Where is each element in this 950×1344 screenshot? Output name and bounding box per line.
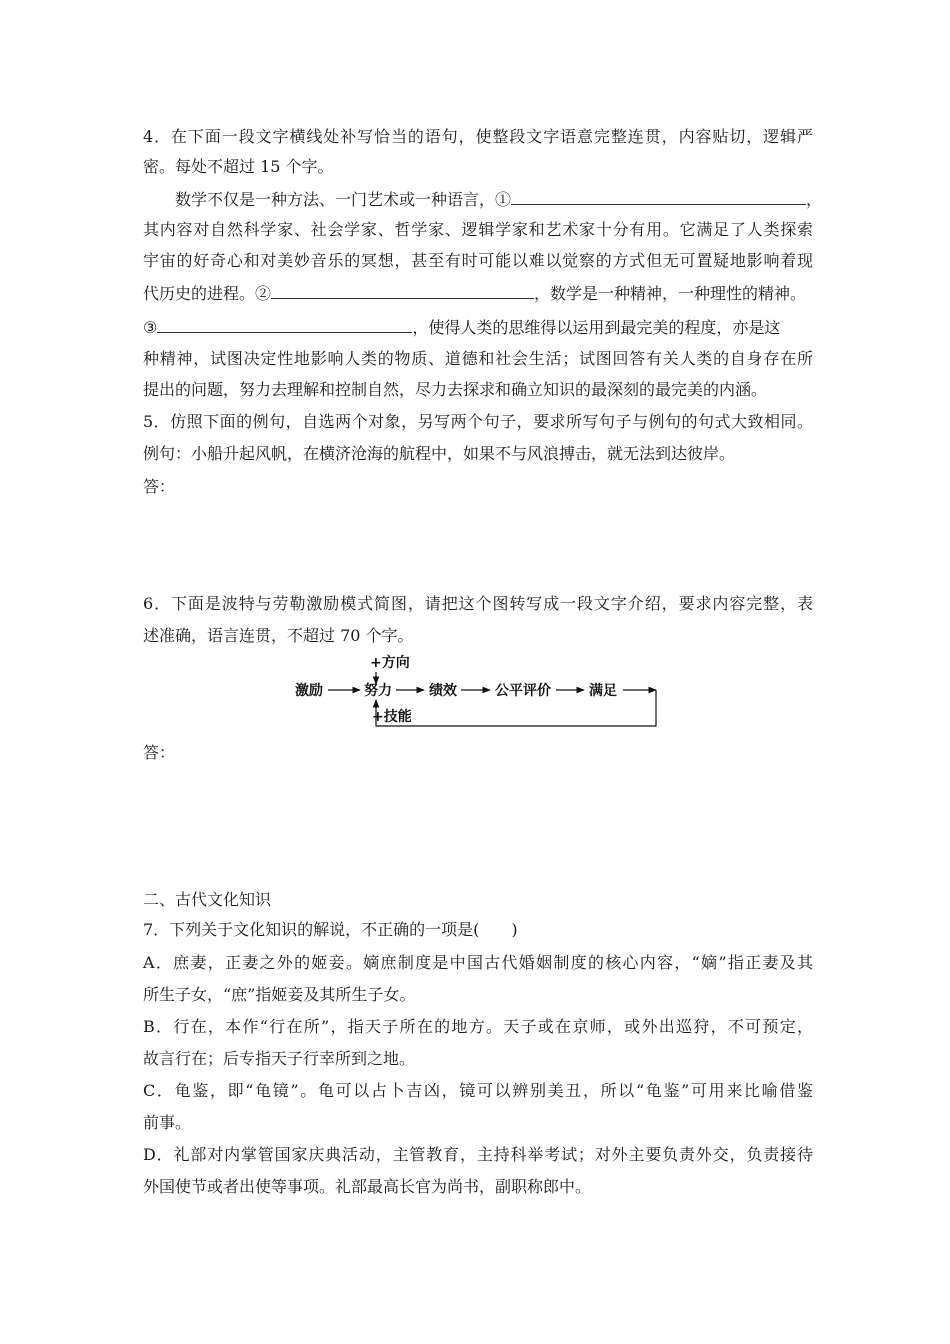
diagram-node-satisfaction: 满足: [589, 683, 617, 699]
q7-option-c-line-2: 前事。: [143, 1113, 192, 1132]
section-heading: 二、古代文化知识: [143, 890, 272, 909]
q4-passage-text: ，数学是一种精神，一种理性的精神。: [534, 284, 807, 303]
q7-option-a-line-2: 所生子女，“庶”指姬妾及其所生子女。: [143, 985, 416, 1004]
q4-passage-line-2: 其内容对自然科学家、社会学家、哲学家、逻辑学家和艺术家十分有用。它满足了人类探索: [143, 220, 813, 239]
diagram-node-fair-evaluation: 公平评价: [495, 683, 551, 699]
motivation-model-diagram: [290, 650, 670, 734]
answer-blank-1[interactable]: [511, 190, 806, 205]
diagram-label-direction: +方向: [370, 655, 410, 671]
q4-passage-line-5: [143, 317, 813, 339]
diagram-node-performance: 绩效: [429, 683, 457, 699]
q4-passage-line-3: 宇宙的好奇心和对美妙音乐的冥想，甚至有时可能以难以觉察的方式但无可置疑地影响着现: [143, 251, 813, 270]
q5-prompt-line-1: 5．仿照下面的例句，自选两个对象，另写两个句子，要求所写句子与例句的句式大致相同。: [143, 412, 813, 431]
q6-answer-label: 答：: [143, 743, 176, 762]
q4-passage-text: ，使得人类的思维得以运用到最完美的程度，亦是这: [412, 318, 781, 337]
q4-prompt-line-1: 4．在下面一段文字横线处补写恰当的语句，使整段文字语意完整连贯，内容贴切，逻辑严: [143, 127, 813, 146]
q7-option-d-line-1: D．礼部对内掌管国家庆典活动，主管教育，主持科举考试；对外主要负责外交，负责接待: [143, 1145, 813, 1164]
q4-passage-text: 代历史的进程。②: [143, 284, 272, 303]
q5-answer-label: 答：: [143, 477, 176, 496]
diagram-node-motivation: 激励: [295, 683, 323, 699]
q6-prompt-line-1: 6．下面是波特与劳勒激励模式简图，请把这个图转写成一段文字介绍，要求内容完整，表: [143, 594, 813, 613]
diagram-label-skill: +技能: [372, 709, 412, 725]
q7-prompt: 7．下列关于文化知识的解说，不正确的一项是( ): [143, 920, 518, 939]
q5-example-sentence: 例句：小船升起风帆，在横济沧海的航程中，如果不与风浪搏击，就无法到达彼岸。: [143, 444, 736, 463]
answer-blank-3[interactable]: [157, 318, 412, 333]
q7-option-b-line-1: B．行在，本作“行在所”，指天子所在的地方。天子或在京师，或外出巡狩，不可预定，: [143, 1017, 813, 1036]
q4-passage-line-6: 种精神，试图决定性地影响人类的物质、道德和社会生活；试图回答有关人类的自身存在所: [143, 349, 813, 368]
q4-passage-line-1: [175, 189, 823, 211]
q7-option-a-line-1: A．庶妻，正妻之外的姬妾。嫡庶制度是中国古代婚姻制度的核心内容，“嫡”指正妻及其: [143, 953, 813, 972]
q4-passage-text: ③: [143, 318, 158, 337]
q4-passage-line-7: 提出的问题，努力去理解和控制自然，尽力去探求和确立知识的最深刻的最完美的内涵。: [143, 380, 768, 399]
q4-prompt-line-2: 密。每处不超过 15 个字。: [143, 157, 334, 176]
q7-option-b-line-2: 故言行在；后专指天子行幸所到之地。: [143, 1049, 416, 1068]
q4-passage-text: ，: [806, 190, 823, 209]
diagram-node-effort: 努力: [364, 683, 392, 699]
q4-passage-line-4: [143, 283, 813, 305]
q4-passage-text: 数学不仅是一种方法、一门艺术或一种语言，①: [175, 190, 512, 209]
q6-prompt-line-2: 述准确，语言连贯，不超过 70 个字。: [143, 626, 414, 645]
q7-option-d-line-2: 外国使节或者出使等事项。礼部最高长官为尚书，副职称郎中。: [143, 1177, 592, 1196]
q7-option-c-line-1: C．龟鉴，即“龟镜”。龟可以占卜吉凶，镜可以辨别美丑，所以“龟鉴”可用来比喻借鉴: [143, 1081, 813, 1100]
answer-blank-2[interactable]: [271, 284, 534, 299]
